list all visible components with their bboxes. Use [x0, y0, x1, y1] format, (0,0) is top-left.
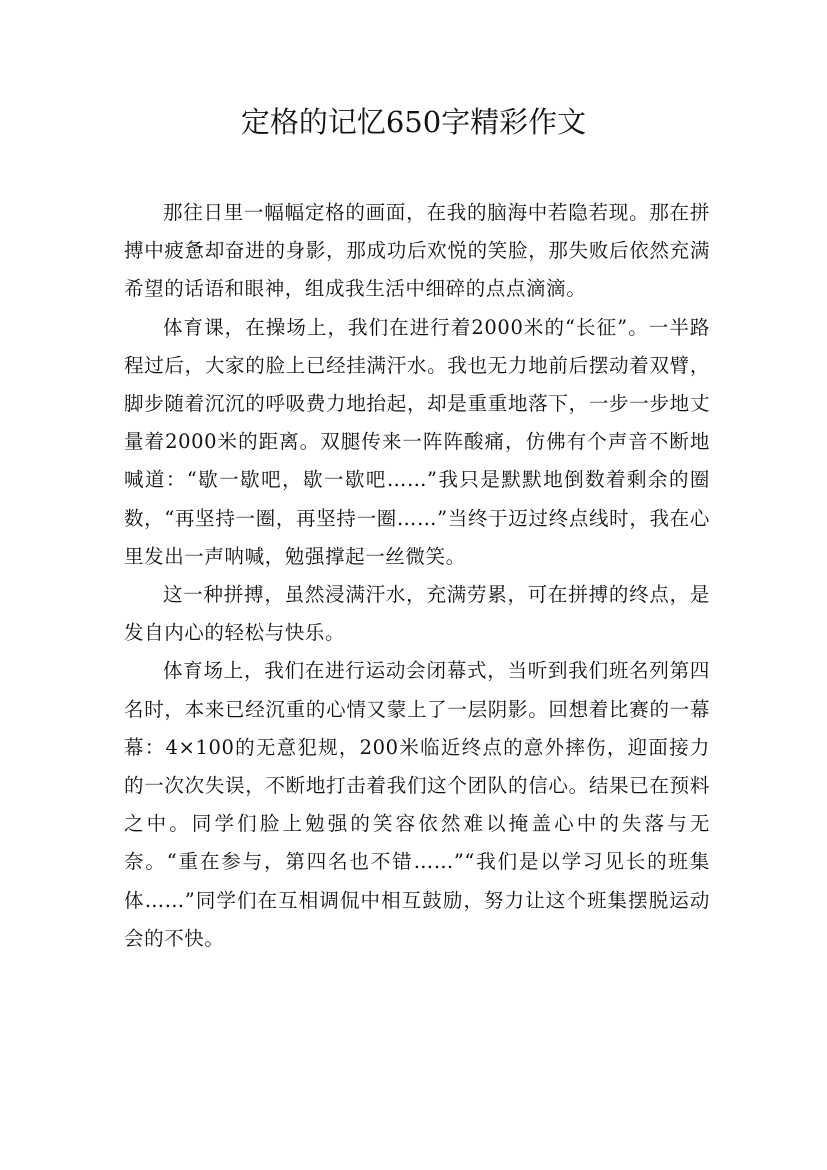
- paragraph-1: 那往日里一幅幅定格的画面，在我的脑海中若隐若现。那在拼搏中疲惫却奋进的身影，那成功后欢悦的笑脸，那失败后依然充满希望的话语和眼神，组成我生活中细碎的点点滴滴。: [124, 201, 710, 301]
- document-title: 定格的记忆650字精彩作文: [240, 105, 587, 139]
- paragraph-2: 体育课，在操场上，我们在进行着2000米的“长征”。一半路程过后，大家的脸上已经挂满汗水。我也无力地前后摆动着双臂，脚步随着沉沉的呼吸费力地抬起，却是重重地落下，一步一步地丈量着2000米的距离。双腿传来一阵阵酸痛，仿佛有个声音不断地喊道：“歇一歇吧，歇一歇吧……”我只是默默地倒数着剩余的圈数，“再坚持一圈，再坚持一圈……”当终于迈过终点线时，我在心里发出一声呐喊，勉强撑起一丝微笑。: [124, 315, 710, 568]
- paragraph-4: 体育场上，我们在进行运动会闭幕式，当听到我们班名列第四名时，本来已经沉重的心情又蒙上了一层阴影。回想着比赛的一幕幕：4×100的无意犯规，200米临近终点的意外摔伤，迎面接力的一次次失误，不断地打击着我们这个团队的信心。结果已在预料之中。同学们脸上勉强的笑容依然难以掩盖心中的失落与无奈。“重在参与，第四名也不错……”“我们是以学习见长的班集体……”同学们在互相调侃中相互鼓励，努力让这个班集摆脱运动会的不快。: [124, 659, 710, 950]
- paragraph-3: 这一种拼搏，虽然浸满汗水，充满劳累，可在拼搏的终点，是发自内心的轻松与快乐。: [124, 583, 710, 645]
- document-body: [124, 194, 710, 958]
